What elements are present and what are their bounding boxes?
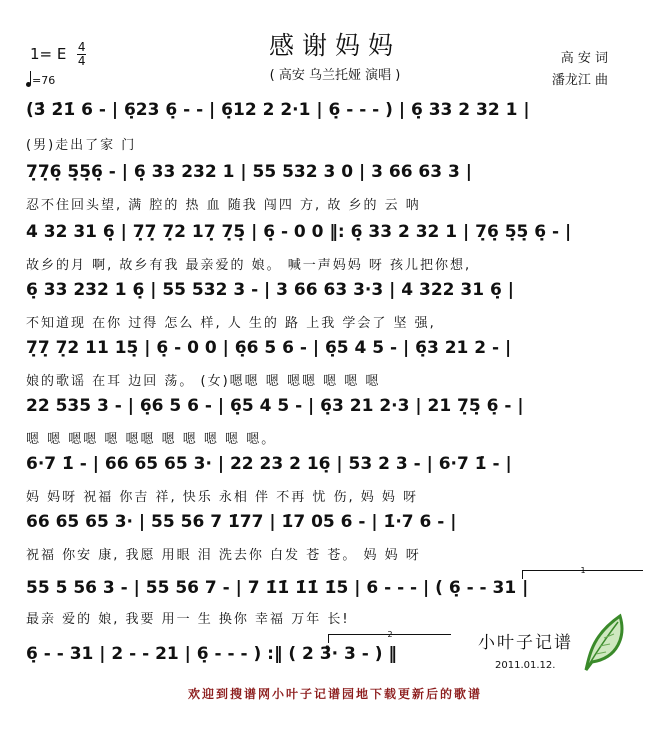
logo-text: 小叶子记谱 [478, 633, 573, 653]
volta-1: 1 [522, 570, 643, 579]
lyric-line-2: 忍不住回头望, 满 腔的 热 血 随我 闯四 方, 故 乡的 云 呐 [26, 198, 421, 213]
lyricist: 高 安 词 [560, 51, 608, 66]
lyric-line-4: 不知道现 在你 过得 怎么 样, 人 生的 路 上我 学会了 坚 强, [26, 316, 436, 331]
score-line-7: 6·7 1̇ - | 66 65 65 3· | 22 23 2 16̣ | 53 2 3 - | 6·7 1̇ - | [26, 454, 512, 474]
lyric-line-7: 妈 妈呀 祝福 你吉 祥, 快乐 永相 伴 不再 忧 伤, 妈 妈 呀 [26, 490, 418, 505]
lyric-line-3: 故乡的月 啊, 故乡有我 最亲爱的 娘。 喊一声妈妈 呀 孩儿把你想, [26, 258, 472, 273]
score-line-3: 4 32 31 6̣ | 7̣7̣ 7̣2 17̣ 7̣5̣ | 6̣ - 0 0 ‖: 6̣ 33 2 32 1 | 7̣6̣ 5̣5̣ 6̣ - | [26, 222, 572, 242]
score-line-6: 22 535 3 - | 6̣6 5 6 - | 6̣5 4 5 - | 6̣3 21 2·3 | 21 7̣5̣ 6̣ - | [26, 396, 524, 416]
lyric-line-1: (男)走出了家 门 [26, 138, 137, 153]
lyric-line-9: 最亲 爱的 娘, 我要 用一 生 换你 幸福 万年 长! [26, 612, 350, 627]
song-title: 感谢妈妈 [268, 31, 401, 60]
leaf-logo-icon [580, 612, 628, 672]
tempo-marking: =76 [26, 74, 55, 87]
footer-banner: 欢迎到搜谱网小叶子记谱园地下载更新后的歌谱 [187, 687, 482, 701]
score-line-9: 55 5 56 3 - | 55 56 7 - | 7 1̇1̇ 1̇1̇ 1̇5 | 6 - - - | ( 6̣ - - 31 | [26, 578, 529, 598]
time-signature: $\frac{4}{4}$ [77, 40, 86, 68]
score-line-2: 7̣7̣6̣ 5̣5̣6̣ - | 6̣ 33 232 1 | 55 532 3 0 | 3 66 63 3 | [26, 162, 472, 182]
lyric-line-6: 嗯 嗯 嗯嗯 嗯 嗯嗯 嗯 嗯 嗯 嗯 嗯。 [26, 432, 277, 447]
composer: 潘龙江 曲 [551, 73, 608, 88]
volta-2: 2 [328, 634, 451, 643]
performers: ( 高安 乌兰托娅 演唱 ) [269, 68, 401, 83]
key-signature [30, 42, 86, 67]
score-line-10: 6̣ - - 31 | 2 - - 21 | 6̣ - - - ) :‖ ( 2 3̂· 3 - ) ‖ [26, 644, 397, 664]
score-line-5: 7̣7̣ 7̣2 11 15̣ | 6̣ - 0 0 | 6̣6 5 6 - | 6̣5 4 5 - | 6̣3 21 2 - | [26, 338, 512, 358]
score-line-8: 66 65 65 3· | 55 56 7 1̇77 | 1̇7 05 6 - | 1̇·7 6 - | [26, 512, 457, 532]
lyric-line-8: 祝福 你安 康, 我愿 用眼 泪 洗去你 白发 苍 苍。 妈 妈 呀 [26, 548, 421, 563]
lyric-line-5: 娘的歌谣 在耳 边回 荡。 (女)嗯嗯 嗯 嗯嗯 嗯 嗯 嗯 [26, 374, 381, 389]
logo-date: 2011.01.12. [495, 660, 556, 671]
key-label: 1= E [30, 45, 67, 63]
quarter-note-icon [26, 82, 31, 87]
credits [552, 48, 608, 92]
score-line-1: (3̇ 2̇1̇ 6 - | 6̣23 6̣ - - | 6̣12 2 2·1 | 6̣ - - - ) | 6̣ 33 2 32 1 | [26, 100, 530, 120]
score-line-4: 6̣ 33 232 1 6̣ | 55 532 3 - | 3 66 63 3·3 | 4 322 31 6̣ | [26, 280, 514, 300]
